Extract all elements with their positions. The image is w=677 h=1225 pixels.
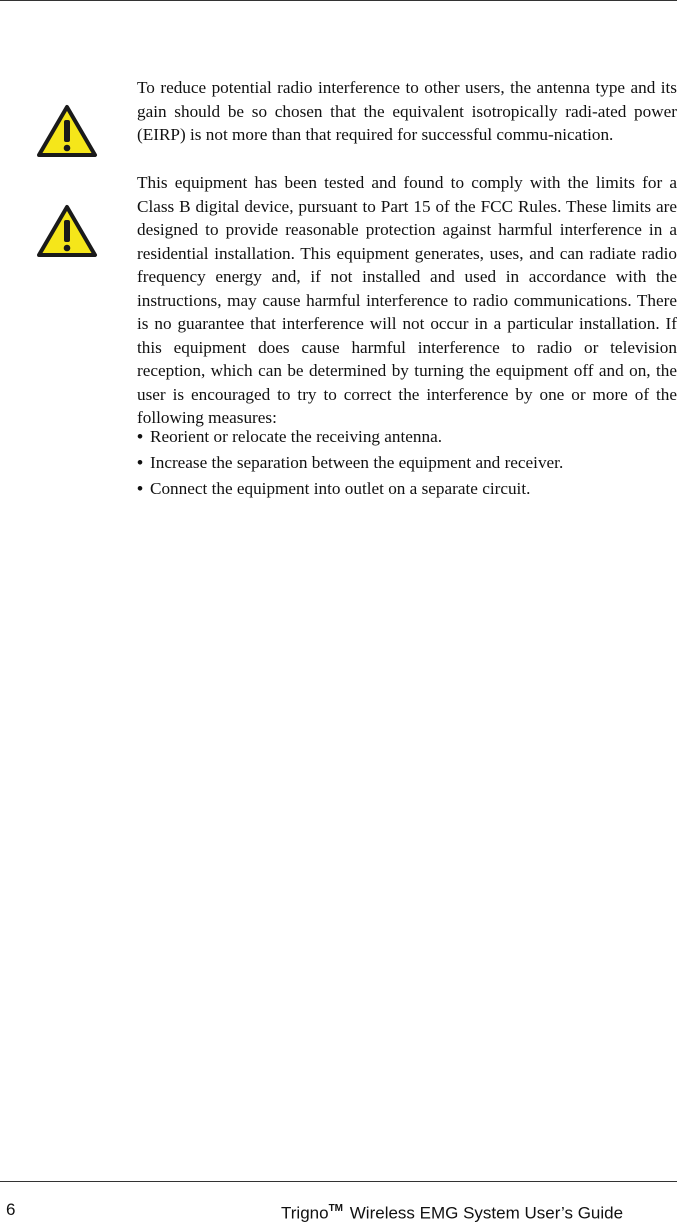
bullet-icon: • [137,453,144,472]
header-rule [0,0,677,1]
warning-paragraph: To reduce potential radio interference to other users, the antenna type and its gain should be so chosen that the equivalent isotropically radi-ated power (EIRP) is not more than that required for successful commu-nication. [137,78,677,144]
bullet-icon: • [137,427,144,446]
warning-text-fcc [137,171,677,430]
measures-list [137,424,677,502]
warning-paragraph: This equipment has been tested and found to comply with the limits for a Class B digital device, pursuant to Part 15 of the FCC Rules. These limits are designed to provide reasonable protection against harmful interference in a residential installation. This equipment generates, uses, and can radiate radio frequency energy and, if not installed and used in accordance with the instructions, may cause harmful interference to radio communications. There is no guarantee that interference will not occur in a particular installation. If this equipment does cause harmful interference to radio or television reception, which can be determined by turning the equipment off and on, the user is encouraged to try to correct the interference by one or more of the following measures: [137,173,677,427]
guide-title: Wireless EMG System User’s Guide [349,1203,624,1223]
list-item [137,424,677,450]
warning-text-eirp [137,76,677,147]
measure-text: Connect the equipment into outlet on a separate circuit. [150,479,531,498]
warning-icon [36,204,98,258]
list-item [137,476,677,502]
measure-text: Increase the separation between the equipment and receiver. [150,453,564,472]
bullet-icon: • [137,479,144,498]
trademark-mark: TM [328,1203,344,1214]
measure-text: Reorient or relocate the receiving antenna. [150,427,443,446]
warning-icon [36,104,98,158]
product-name: Trigno [281,1203,329,1223]
list-item [137,450,677,476]
footer-rule [0,1181,677,1182]
footer-title [281,1199,623,1225]
page-number: 6 [6,1200,16,1219]
